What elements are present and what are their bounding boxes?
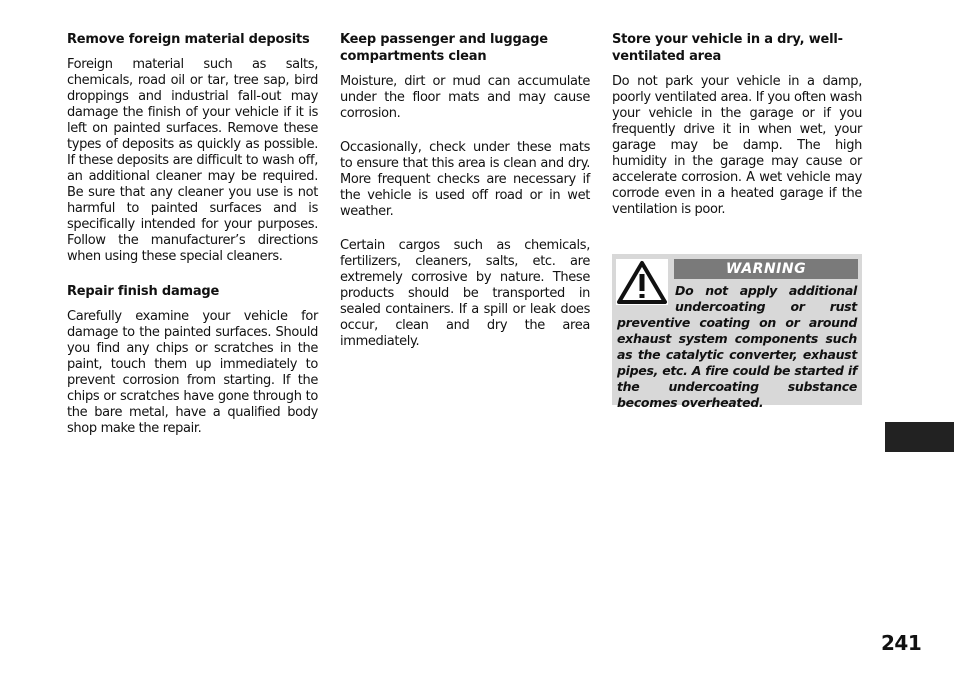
paragraph-repair-finish: Carefully examine your vehicle for damage to the painted surfaces. Should you find any chips or scratches in the paint, touch them up immediately to prevent corrosion from starting. If the chips or scratches have gone through to the bare metal, have a qualified body shop make the repair. (67, 309, 318, 436)
heading-repair-finish-damage: Repair finish damage (67, 284, 220, 299)
warning-title: WARNING (674, 259, 858, 279)
heading-remove-foreign-material: Remove foreign material deposits (67, 32, 310, 47)
paragraph-cargos: Certain cargos such as chemicals, fertilizers, cleaners, salts, etc. are extremely corrosive by nature. These products should be transported in sealed containers. If a spill or leak does occur, clean and dry the area immediately. (340, 238, 590, 349)
column-1 (67, 31, 318, 455)
column-3 (612, 31, 862, 236)
paragraph-store-vehicle: Do not park your vehicle in a damp, poorly ventilated area. If you often wash your vehicle in the garage or if you frequently drive it in when wet, your garage may be damp. The high humidity in the garage may cause or accelerate corrosion. A wet vehicle may corrode even in a heated garage if the ventilation is poor. (612, 74, 862, 217)
paragraph-moisture: Moisture, dirt or mud can accumulate under the floor mats and may cause corrosion. (340, 74, 590, 121)
column-2 (340, 31, 590, 368)
heading-store-vehicle: Store your vehicle in a dry, well- ventilated area (612, 32, 843, 64)
warning-text: Do not apply additional undercoating or rust preventive coating on or around exhaust system components such as the catalytic converter, exhaust pipes, etc. A fire could be started if the undercoating substance becomes overheated. (617, 283, 857, 410)
heading-keep-compartments-clean: Keep passenger and luggage compartments clean (340, 32, 548, 64)
warning-text-block (617, 283, 857, 411)
paragraph-foreign-material: Foreign material such as salts, chemicals, road oil or tar, tree sap, bird droppings and industrial fall-out may damage the finish of your vehicle if it is left on painted surfaces. Remove these types of deposits as quickly as possible. If these deposits are difficult to wash off, an additional cleaner may be required. Be sure that any cleaner you use is not harmful to painted surfaces and is specifically intended for your purposes. Follow the manufacturer’s directions when using these special cleaners. (67, 57, 318, 264)
paragraph-check-mats: Occasionally, check under these mats to ensure that this area is clean and dry. More frequent checks are necessary if the vehicle is used off road or in wet weather. (340, 140, 590, 219)
page-number: 241 (881, 631, 922, 655)
warning-box (612, 254, 862, 410)
section-tab-marker (885, 422, 954, 452)
